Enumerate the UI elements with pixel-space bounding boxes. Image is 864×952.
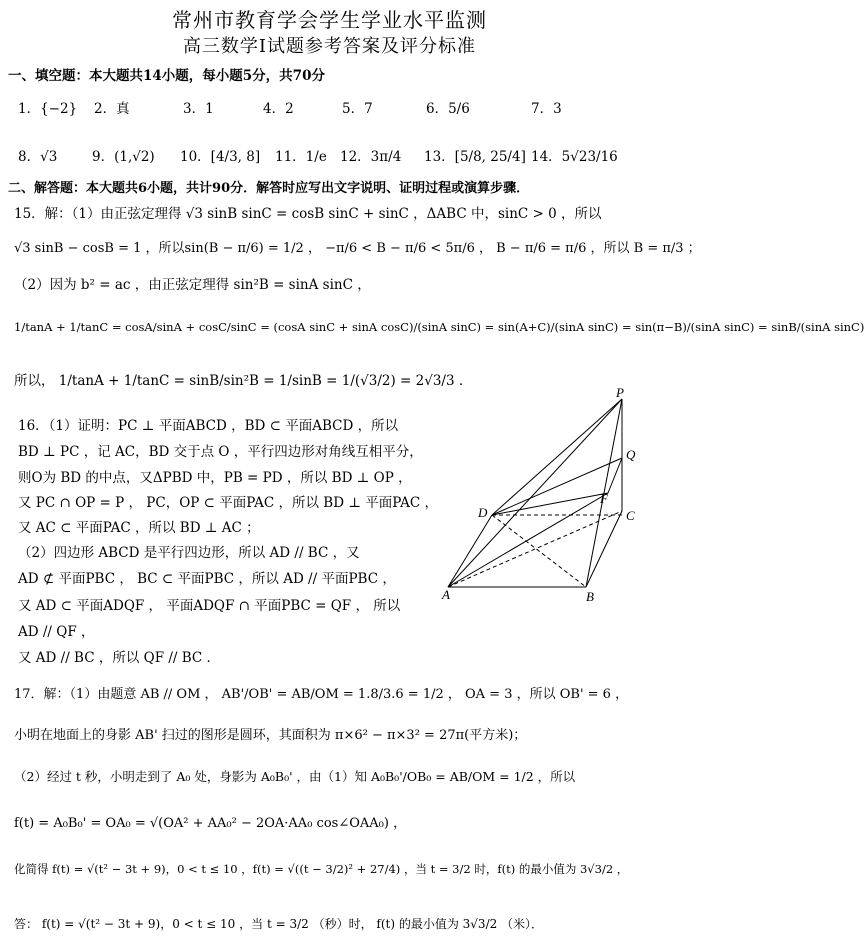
q16-line-7: AD ⊄ 平面PBC ， BC ⊂ 平面PBC ，所以 AD // 平面PBC ， [18,571,396,587]
answer-1: 1．{−2} [18,101,78,117]
q16-line-8: 又 AD ⊂ 平面ADQF ， 平面ADQF ∩ 平面PBC = QF ， 所以 [18,598,401,614]
q17-line-4: f(t) = A₀B₀' = OA₀ = √(OA² + AA₀² − 2OA·AA₀ cos∠OAA₀) ， [14,816,407,831]
q16-line-10: 又 AD // BC ，所以 QF // BC ． [18,650,221,666]
answer-6: 6．5/6 [426,101,470,117]
answer-7: 7．3 [531,101,562,117]
q16-line-1: 16．（1）证明：PC ⊥ 平面ABCD ，BD ⊂ 平面ABCD ，所以 [18,418,399,434]
label-B: B [586,589,594,604]
answer-11: 11．1/e [275,149,327,165]
q17-line-6: 答： f(t) = √(t² − 3t + 9)，0 < t ≤ 10 ，当 t = 3/2 （秒）时， f(t) 的最小值为 3√3/2 （米）． [14,917,544,931]
q16-line-3: 则O为 BD 的中点，又ΔPBD 中，PB = PD ，所以 BD ⊥ OP ， [18,470,412,486]
answer-13: 13．[5/8, 25/4] [424,149,526,165]
answer-8: 8．√3 [18,149,58,165]
q17-line-1: 17．解：（1）由题意 AB // OM ， AB'/OB' = AB/OM = 1.8/3.6 = 1/2 ， OA = 3 ，所以 OB' = 6 ， [14,687,629,702]
answer-10: 10．[4/3, 8] [180,149,261,165]
answer-2: 2．真 [94,101,130,117]
q15-line-2: √3 sinB − cosB = 1 ，所以sin(B − π/6) = 1/2 ， −π/6 < B − π/6 < 5π/6 ， B − π/6 = π/6 ，所以 B = π/3 ； [14,241,701,256]
answer-5: 5．7 [342,101,373,117]
q15-line-3: （2）因为 b² = ac ，由正弦定理得 sin²B = sinA sinC ， [14,277,371,293]
q17-line-3: （2）经过 t 秒，小明走到了 A₀ 处，身影为 A₀B₀' ，由（1）知 A₀B₀'/OB₀ = AB/OM = 1/2 ，所以 [14,769,576,784]
section2-heading: 二、解答题：本大题共6小题，共计90分．解答时应写出文字说明、证明过程或演算步骤． [8,181,530,196]
q16-line-6: （2）四边形 ABCD 是平行四边形，所以 AD // BC ，又 [18,545,360,561]
q16-line-5: 又 AC ⊂ 平面PAC ，所以 BD ⊥ AC ； [18,520,260,536]
q15-line-1: 15．解：（1）由正弦定理得 √3 sinB sinC = cosB sinC + sinC ，ΔABC 中，sinC > 0 ，所以 [14,206,602,222]
q15-line-4: 1/tanA + 1/tanC = cosA/sinA + cosC/sinC = (cosA sinC + sinA cosC)/(sinA sinC) = sin(A+C)/(sinA sinC) = sin(π−B)/(sinA sinC) = sinB/(sinA sinC) [14,320,864,334]
page-title: 常州市教育学会学生学业水平监测 [172,8,487,32]
label-D: D [478,505,488,520]
answer-3: 3．1 [183,101,214,117]
label-A: A [442,587,450,602]
q16-line-2: BD ⊥ PC ，记 AC，BD 交于点 O ，平行四边形对角线互相平分， [18,444,423,460]
answer-12: 12．3π/4 [340,149,402,165]
answer-9: 9．(1,√2) [92,149,155,165]
answer-14: 14．5√23/16 [531,149,618,165]
section1-heading: 一、填空题：本大题共14小题，每小题5分，共70分 [8,68,325,84]
label-C: C [626,508,635,523]
pyramid-figure [440,385,650,610]
label-P: P [616,385,624,400]
q16-line-4: 又 PC ∩ OP = P ， PC，OP ⊂ 平面PAC ，所以 BD ⊥ 平面PAC ， [18,495,439,511]
q15-line-5: 所以， 1/tanA + 1/tanC = sinB/sin²B = 1/sinB = 1/(√3/2) = 2√3/3 ． [14,373,473,389]
q17-line-5: 化简得 f(t) = √(t² − 3t + 9)，0 < t ≤ 10 ，f(t) = √((t − 3/2)² + 27/4) ，当 t = 3/2 时，f(t) 的最小值为 3√3/2 ， [14,862,629,876]
answer-4: 4．2 [263,101,294,117]
q17-line-2: 小明在地面上的身影 AB' 扫过的图形是圆环，其面积为 π×6² − π×3² = 27π(平方米)； [14,728,527,743]
label-Q: Q [626,447,636,462]
page-subtitle: 高三数学Ⅰ试题参考答案及评分标准 [182,36,477,57]
label-F: F [600,491,608,506]
q16-line-9: AD // QF ， [18,624,95,640]
